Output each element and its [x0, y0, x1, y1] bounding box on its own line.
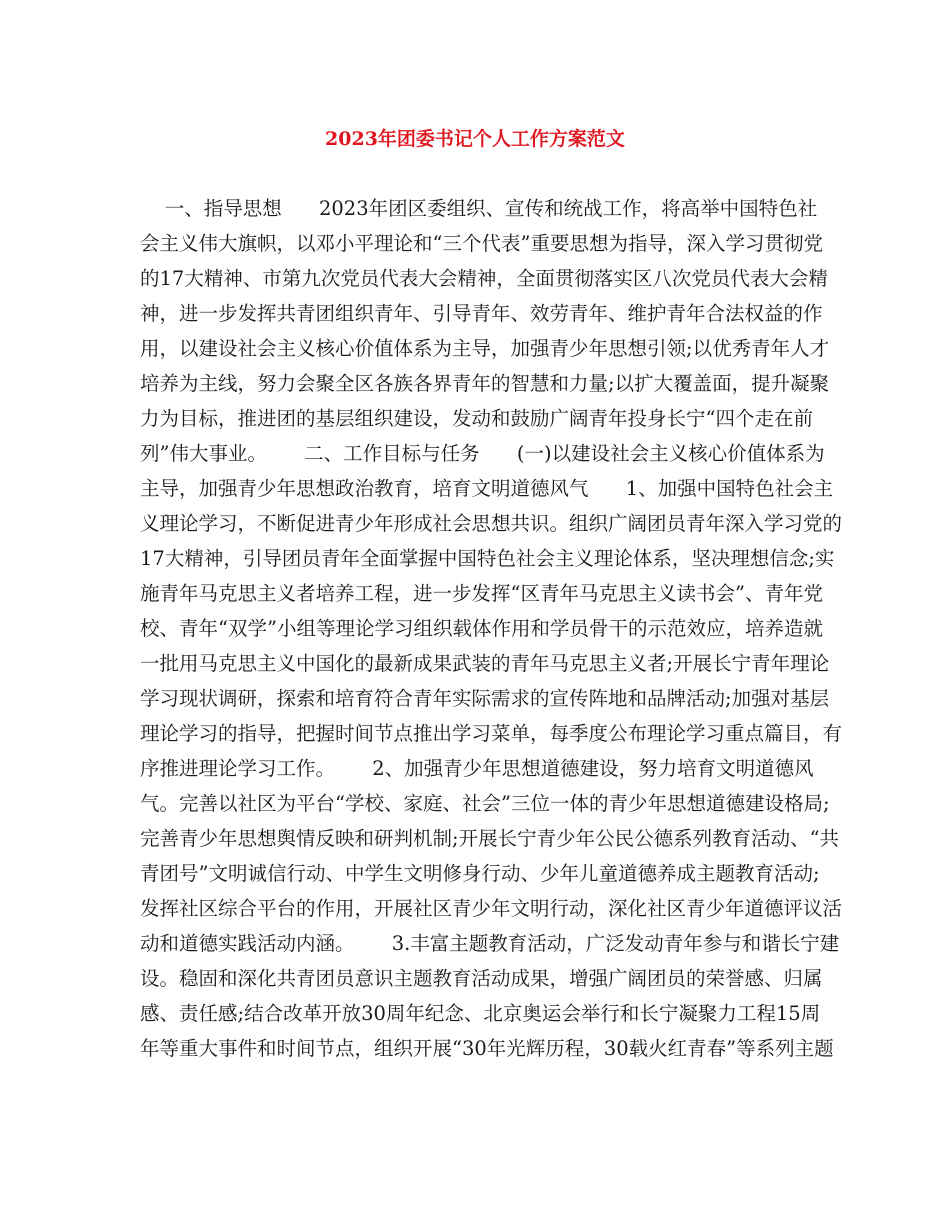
text-line: 校、青年“双学”小组等理论学习组织载体作用和学员骨干的示范效应，培养造就 — [140, 617, 823, 640]
document-body — [140, 193, 843, 1068]
text-line: 的17大精神、市第九次党员代表大会精神，全面贯彻落实区八次党员代表大会精 — [140, 267, 828, 290]
text-line: 序推进理论学习工作。 2、加强青少年思想道德建设，努力培育文明道德风 — [140, 757, 814, 780]
text-line: 用，以建设社会主义核心价值体系为主导，加强青少年思想引领;以优秀青年人才 — [140, 337, 830, 360]
text-line: 神，进一步发挥共青团组织青年、引导青年、效劳青年、维护青年合法权益的作 — [140, 302, 823, 325]
text-line: 理论学习的指导，把握时间节点推出学习菜单，每季度公布理论学习重点篇目，有 — [140, 722, 843, 745]
text-line: 17大精神，引导团员青年全面掌握中国特色社会主义理论体系，坚决理想信念;实 — [140, 547, 835, 570]
text-line: 培养为主线，努力会聚全区各族各界青年的智慧和力量;以扩大覆盖面，提升凝聚 — [140, 372, 830, 395]
text-line: 气。完善以社区为平台“学校、家庭、社会”三位一体的青少年思想道德建设格局; — [140, 792, 830, 815]
text-line: 青团号”文明诚信行动、中学生文明修身行动、少年儿童道德养成主题教育活动; — [140, 862, 820, 885]
text-line: 一批用马克思主义中国化的最新成果武装的青年马克思主义者;开展长宁青年理论 — [140, 652, 830, 675]
text-line: 一、指导思想 2023年团区委组织、宣传和统战工作，将高举中国特色社 — [140, 197, 818, 220]
text-line: 力为目标，推进团的基层组织建设，发动和鼓励广阔青年投身长宁“四个走在前 — [140, 407, 813, 430]
text-line: 年等重大事件和时间节点，组织开展“30年光辉历程，30载火红青春”等系列主题 — [140, 1037, 834, 1060]
text-line: 设。稳固和深化共青团员意识主题教育活动成果，增强广阔团员的荣誉感、归属 — [140, 967, 823, 990]
text-line: 会主义伟大旗帜，以邓小平理论和“三个代表”重要思想为指导，深入学习贯彻党 — [140, 232, 823, 255]
text-line: 学习现状调研，探索和培育符合青年实际需求的宣传阵地和品牌活动;加强对基层 — [140, 687, 830, 710]
text-line: 施青年马克思主义者培养工程，进一步发挥“区青年马克思主义读书会”、青年党 — [140, 582, 823, 605]
text-line: 发挥社区综合平台的作用，开展社区青少年文明行动，深化社区青少年道德评议活 — [140, 897, 843, 920]
text-line: 动和道德实践活动内涵。 3.丰富主题教育活动，广泛发动青年参与和谐长宁建 — [140, 932, 840, 955]
text-line: 列”伟大事业。 二、工作目标与任务 (一)以建设社会主义核心价值体系为 — [140, 442, 825, 465]
document-title: 2023年团委书记个人工作方案范文 — [325, 128, 625, 150]
text-line: 主导，加强青少年思想政治教育，培育文明道德风气 1、加强中国特色社会主 — [140, 477, 834, 500]
text-line: 完善青少年思想舆情反映和研判机制;开展长宁青少年公民公德系列教育活动、“共 — [140, 827, 840, 850]
text-line: 感、责任感;结合改革开放30周年纪念、北京奥运会举行和长宁凝聚力工程15周 — [140, 1002, 821, 1025]
text-line: 义理论学习，不断促进青少年形成社会思想共识。组织广阔团员青年深入学习党的 — [140, 512, 843, 535]
